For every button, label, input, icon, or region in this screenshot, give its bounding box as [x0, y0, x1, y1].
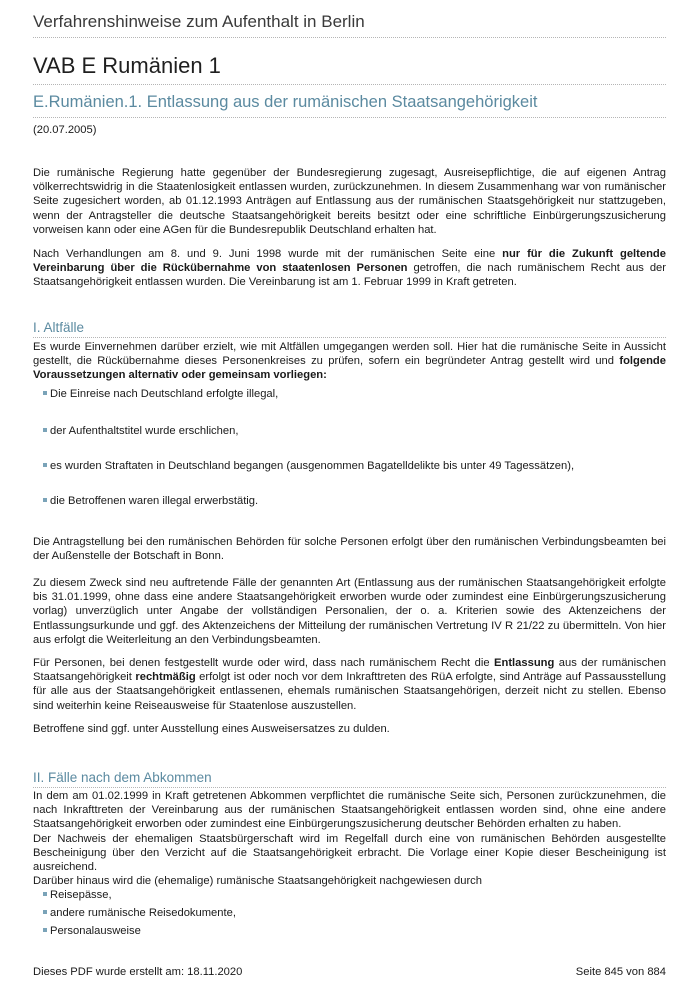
intro-paragraph-1-text: Die rumänische Regierung hatte gegenüber der Bundesregierung zugesagt, Ausreisepflichtige, die auf eigenen Antrag völkerrechtswidrig in die Staatenlosigkeit entlassen wurden, zurückzunehmen. In diesem Zusammenhang war von rumänischer Seite zugesichert worden, ab 01.12.1993 Anträgen auf Entlassung aus der rumänischen Staatsgehörigkeit nur stattzugeben, wenn der Antragsteller die deutsche Staatsangehörigkeit bereits besitzt oder eine schriftliche Einbürgerungszusicherung vorweisen kann oder eine AGen für die Bundesrepublik Deutschland erhalten hat. [33, 167, 666, 236]
section-heading-abkommen: II. Fälle nach dem Abkommen [33, 770, 666, 788]
personen-paragraph [33, 656, 666, 713]
list-item-text: es wurden Straftaten in Deutschland begangen (ausgenommen Bagatelldelikte bis unter 49 Tagessätzen), [50, 460, 575, 472]
list-item-text: andere rumänische Reisedokumente, [50, 907, 236, 919]
list-item-text: Die Einreise nach Deutschland erfolgte illegal, [50, 388, 279, 400]
antrag-paragraph [33, 535, 666, 563]
bullet-icon [43, 428, 47, 432]
bullet-icon [43, 928, 47, 932]
abkommen-paragraphs [33, 789, 666, 888]
personen-text-a: Für Personen, bei denen festgestellt wurde oder wird, dass nach rumänischem Recht die [33, 657, 495, 669]
bullet-icon [43, 892, 47, 896]
bullet-icon [43, 910, 47, 914]
running-header: Verfahrenshinweise zum Aufenthalt in Berlin [33, 12, 666, 38]
altfaelle-intro-text: Es wurde Einvernehmen darüber erzielt, wie mit Altfällen umgegangen werden soll. Hier hat die rumänische Seite in Aussicht gestellt, die Rückübernahme dieses Personenkreises zu prüfen, sofern ein begründeter Antrag gestellt wird und [33, 341, 666, 368]
antrag-paragraph-text: Die Antragstellung bei den rumänischen Behörden für solche Personen erfolgt über den rumänischen Verbindungsbeamten bei der Außenstelle der Botschaft in Bonn. [33, 536, 666, 563]
zweck-paragraph-text: Zu diesem Zweck sind neu auftretende Fälle der genannten Art (Entlassung aus der rumänischen Staatsangehörigkeit erfolgte bis 31.01.1999, ohne dass eine andere Staatsangehörigkeit erworben wurde oder zumindest eine Einbürgerungszusicherung vorlag) unverzüglich unter Angabe der vollständigen Personalien, der o. a. Kriterien sowie des Aktenzeichens der Entlassungsurkunde und ggf. des Aktenzeichens der Mitteilung der rumänischen Vertretung IV R 21/22 zu übermitteln. Von hier aus erfolgt die Weiterleitung an den Verbindungsbeamten. [33, 577, 666, 646]
list-item [43, 424, 238, 438]
abkommen-paragraph-1: In dem am 01.02.1999 in Kraft getretenen Abkommen verpflichtet die rumänische Seite sich, Personen zurückzunehmen, die nach Inkrafttreten der Vereinbarung aus der rumänischen Staatsangehörigkeit entlassen worden sind, ohne eine andere Staatsangehörigkeit erworben oder zumindest eine Einbürgerungszusicherung deutscher Behörden erhalten zu haben. [33, 790, 666, 831]
abkommen-paragraph-3: Darüber hinaus wird die (ehemalige) rumänische Staatsangehörigkeit nachgewiesen durch [33, 875, 482, 888]
bullet-icon [43, 498, 47, 502]
personen-bold-entlassung: Entlassung [494, 657, 555, 669]
list-item-text: der Aufenthaltstitel wurde erschlichen, [50, 425, 239, 437]
list-item [43, 888, 112, 902]
intro-paragraph-2 [33, 247, 666, 290]
document-title: VAB E Rumänien 1 [33, 53, 666, 85]
footer-page-number: Seite 845 von 884 [575, 966, 666, 978]
betroffene-paragraph [33, 722, 666, 736]
personen-text-e: erfolgt ist oder noch vor dem Inkrafttreten des RüA erfolgte, sind Anträge auf Passausstellung für alle aus der Staatsangehörigkeit entlassenen, ehemals rumänischen Staatsangehörigen, derzeit nicht zu stellen. Ebenso sind weiterhin keine Reiseausweise für Staatenlose auszustellen. [33, 671, 667, 712]
section-title: E.Rumänien.1. Entlassung aus der rumänischen Staatsangehörigkeit [33, 93, 666, 118]
personen-bold-rechtmaessig: rechtmäßig [135, 671, 196, 684]
list-item-text: Personalausweise [50, 925, 141, 937]
list-item [43, 494, 258, 508]
zweck-paragraph [33, 576, 666, 647]
intro-p2-text-c: getroffen, die nach rumänischem Recht aus der Staatsangehörigkeit entlassen wurden. Die Vereinbarung ist am 1. Februar 1999 in Kraft getreten. [33, 262, 667, 289]
list-item [43, 459, 574, 473]
document-date: (20.07.2005) [33, 124, 97, 136]
altfaelle-intro-bold: folgende Voraussetzungen alternativ oder gemeinsam vorliegen: [33, 355, 666, 382]
list-item [43, 906, 236, 920]
personen-text-c: aus der rumänischen Staatsangehörigkeit [33, 657, 666, 684]
list-item-text: die Betroffenen waren illegal erwerbstätig. [50, 495, 259, 507]
intro-p2-text-a: Nach Verhandlungen am 8. und 9. Juni 1998 wurde mit der rumänischen Seite eine [33, 248, 503, 260]
abkommen-paragraph-2: Der Nachweis der ehemaligen Staatsbürgerschaft wird im Regelfall durch eine von rumänischen Behörden ausgestellte Bescheinigung über den Verzicht auf die Staatsangehörigkeit erbracht. Die Vorlage einer Kopie dieser Bescheinigung ist ausreichend. [33, 832, 666, 874]
list-item [43, 924, 141, 938]
bullet-icon [43, 463, 47, 467]
bullet-icon [43, 391, 47, 395]
section-heading-altfaelle: I. Altfälle [33, 320, 666, 338]
altfaelle-intro [33, 340, 666, 383]
list-item-text: Reisepässe, [50, 889, 112, 901]
footer-created-date: Dieses PDF wurde erstellt am: 18.11.2020 [33, 966, 243, 978]
betroffene-paragraph-text: Betroffene sind ggf. unter Ausstellung eines Ausweisersatzes zu dulden. [33, 723, 390, 735]
list-item [43, 387, 278, 401]
intro-p2-bold: nur für die Zukunft geltende Vereinbarung über die Rückübernahme von staatenlosen Personen [33, 248, 666, 275]
intro-paragraph-1 [33, 166, 666, 237]
